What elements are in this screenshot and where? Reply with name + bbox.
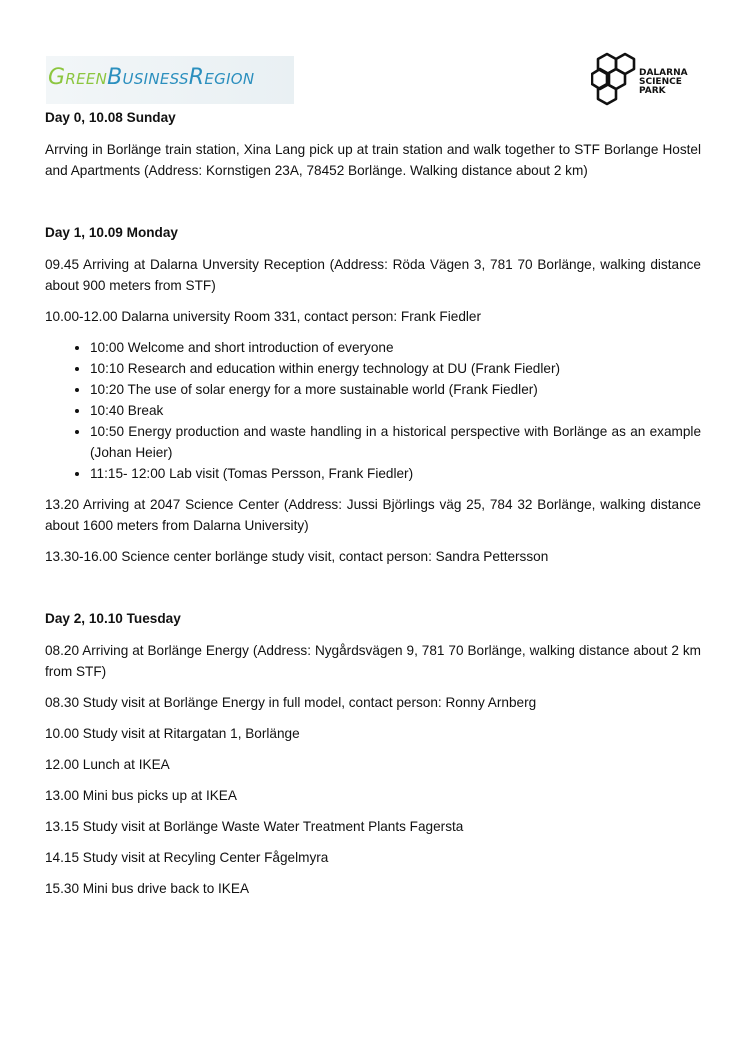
day2-item: 15.30 Mini bus drive back to IKEA [45, 881, 250, 896]
itinerary-document [45, 107, 701, 909]
day2-item: 08.30 Study visit at Borlänge Energy in full model, contact person: Ronny Arnberg [45, 695, 537, 710]
list-item: • 11:15- 12:00 Lab visit (Tomas Persson, Frank Fiedler) [90, 463, 701, 484]
logo-green-part3: Region [188, 65, 255, 90]
logo-green-part2: Business [107, 65, 189, 90]
list-item: • 10:40 Break [90, 400, 701, 421]
day1-paragraph-4: 13.30-16.00 Science center borlänge study visit, contact person: Sandra Pettersson [45, 549, 549, 564]
list-item: • 10:50 Energy production and waste handling in a historical perspective with Borlänge as an example (Johan Heier) [90, 421, 701, 463]
day2-item: 14.15 Study visit at Recyling Center Fågelmyra [45, 850, 329, 865]
list-item: • 10:10 Research and education within energy technology at DU (Frank Fiedler) [90, 358, 701, 379]
day2-item: 10.00 Study visit at Ritargatan 1, Borlänge [45, 726, 300, 741]
hexagon-cluster-icon [591, 52, 639, 106]
day2-item: 13.15 Study visit at Borlänge Waste Water Treatment Plants Fagersta [45, 819, 464, 834]
day2-item: 12.00 Lunch at IKEA [45, 757, 170, 772]
logo-dsp-line1: DALARNA [639, 68, 688, 78]
list-item: • 10:20 The use of solar energy for a more sustainable world (Frank Fiedler) [90, 379, 701, 400]
logo-dsp-line3: PARK [639, 86, 666, 96]
day2-item: 13.00 Mini bus picks up at IKEA [45, 788, 237, 803]
day0-heading: Day 0, 10.08 Sunday [45, 110, 176, 125]
logo-dsp-text [639, 69, 688, 96]
dalarna-science-park-logo [591, 52, 703, 106]
day1-heading: Day 1, 10.09 Monday [45, 225, 178, 240]
day1-agenda-list [45, 337, 701, 484]
day1-paragraph-2: 10.00-12.00 Dalarna university Room 331, contact person: Frank Fiedler [45, 309, 481, 324]
logo-dsp-line2: SCIENCE [639, 77, 682, 87]
day0-paragraph: Arrving in Borlänge train station, Xina Lang pick up at train station and walk together to STF Borlange Hostel and Apartments (Address: Kornstigen 23A, 78452 Borlänge. Walking distance about 2 km) [45, 142, 701, 178]
day2-heading: Day 2, 10.10 Tuesday [45, 611, 181, 626]
day1-paragraph-1: 09.45 Arriving at Dalarna Unversity Reception (Address: Röda Vägen 3, 781 70 Borlänge, walking distance about 900 meters from STF) [45, 257, 701, 293]
day2-item: 08.20 Arriving at Borlänge Energy (Address: Nygårdsvägen 9, 781 70 Borlänge, walking distance about 2 km from STF) [45, 643, 701, 679]
green-business-region-logo [46, 56, 294, 104]
logo-green-part1: Green [48, 65, 108, 90]
day1-paragraph-3: 13.20 Arriving at 2047 Science Center (Address: Jussi Björlings väg 25, 784 32 Borlänge, walking distance about 1600 meters from Dalarna University) [45, 497, 701, 533]
list-item: • 10:00 Welcome and short introduction of everyone [90, 337, 701, 358]
